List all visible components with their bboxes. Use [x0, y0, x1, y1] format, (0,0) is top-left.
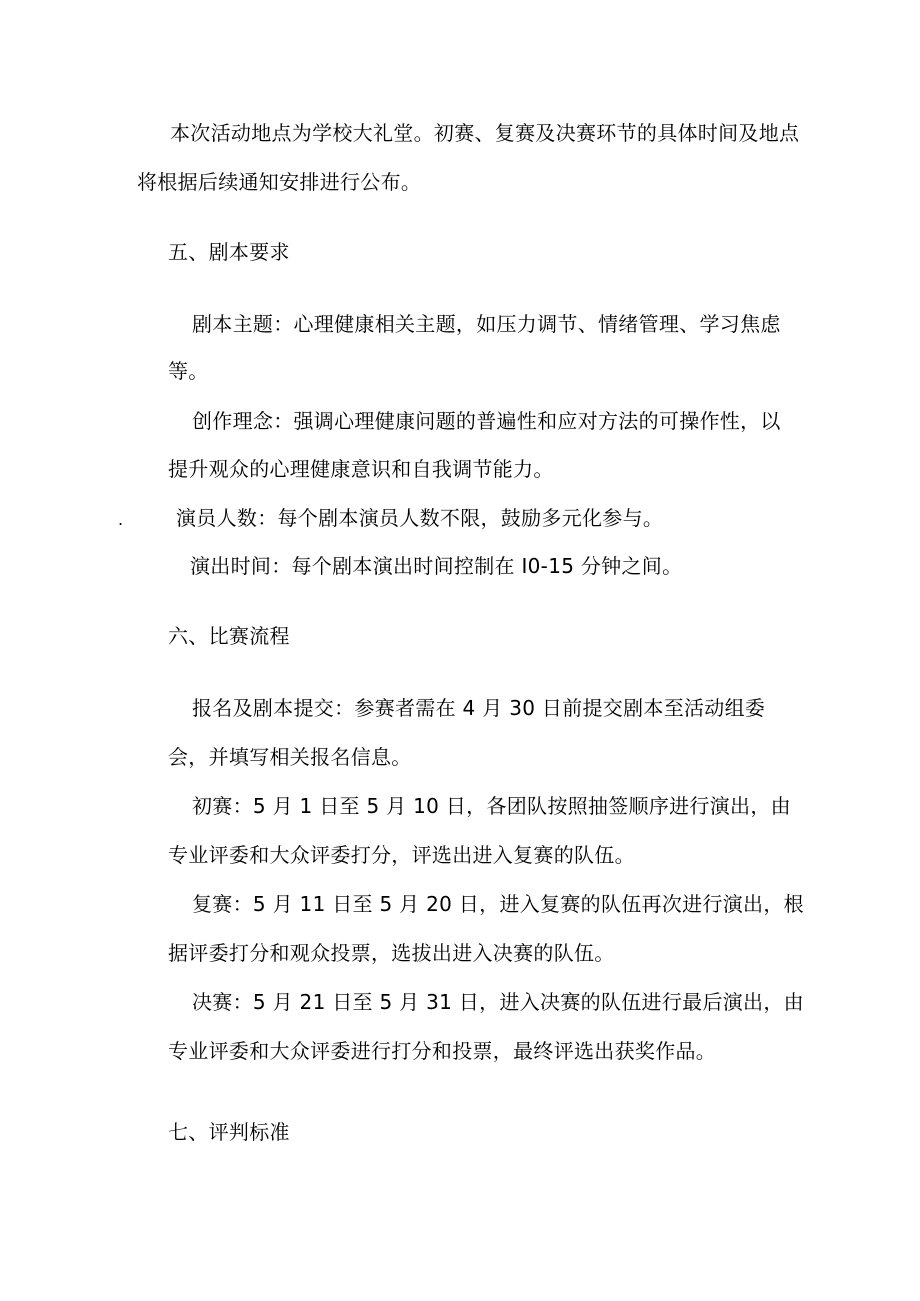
concept-paragraph-line2: 提升观众的心理健康意识和自我调节能力。: [168, 457, 554, 481]
duration-paragraph: 演出时间：每个剧本演出时间控制在 I0-15 分钟之间。: [190, 554, 683, 578]
preliminary-paragraph-line2: 专业评委和大众评委打分，评选出进入复赛的队伍。: [168, 843, 635, 867]
stray-bullet-dot: .: [118, 510, 124, 529]
section-heading-judging-criteria: 七、评判标准: [168, 1120, 290, 1144]
theme-paragraph-line1: 剧本主题：心理健康相关主题，如压力调节、情绪管理、学习焦虑: [192, 312, 781, 336]
final-paragraph-line2: 专业评委和大众评委进行打分和投票，最终评选出获奖作品。: [168, 1039, 717, 1063]
final-paragraph-line1: 决赛：5 月 21 日至 5 月 31 日，进入决赛的队伍进行最后演出，由: [192, 990, 804, 1014]
location-paragraph-line2: 将根据后续通知安排进行公布。: [137, 170, 422, 194]
actors-paragraph: 演员人数：每个剧本演员人数不限，鼓励多元化参与。: [176, 506, 664, 530]
section-heading-script-requirements: 五、剧本要求: [168, 240, 290, 264]
semifinal-paragraph-line1: 复赛：5 月 11 日至 5 月 20 日，进入复赛的队伍再次进行演出，根: [192, 892, 804, 916]
section-heading-competition-process: 六、比赛流程: [168, 624, 290, 648]
preliminary-paragraph-line1: 初赛：5 月 1 日至 5 月 10 日，各团队按照抽签顺序进行演出，由: [192, 794, 791, 818]
theme-paragraph-line2: 等。: [168, 359, 209, 383]
signup-paragraph-line2: 会，并填写相关报名信息。: [168, 745, 412, 769]
concept-paragraph-line1: 创作理念：强调心理健康问题的普遍性和应对方法的可操作性，以: [192, 409, 781, 433]
semifinal-paragraph-line2: 据评委打分和观众投票，选拔出进入决赛的队伍。: [168, 941, 615, 965]
location-paragraph-line1: 本次活动地点为学校大礼堂。初赛、复赛及决赛环节的具体时间及地点: [170, 121, 800, 145]
signup-paragraph-line1: 报名及剧本提交：参赛者需在 4 月 30 日前提交剧本至活动组委: [192, 696, 766, 720]
